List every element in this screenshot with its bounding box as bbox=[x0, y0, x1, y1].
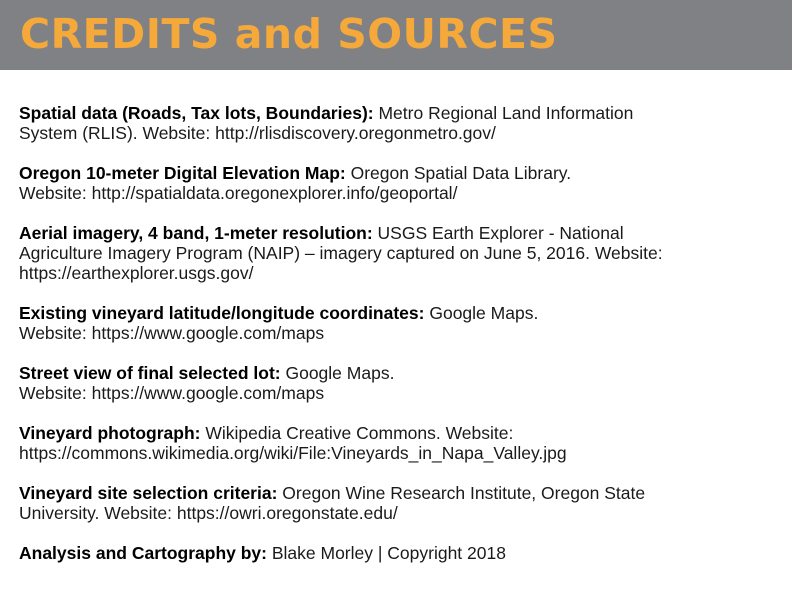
credit-source: Oregon Wine Research Institute, Oregon State bbox=[282, 483, 646, 503]
credit-elevation-map bbox=[19, 163, 719, 203]
credit-site-selection-criteria bbox=[19, 483, 719, 523]
credit-analysis-cartography bbox=[19, 543, 719, 563]
credit-source: Blake Morley | Copyright 2018 bbox=[271, 543, 506, 563]
credit-source-continued: Agriculture Imagery Program (NAIP) – imagery captured on June 5, 2016. Website: bbox=[19, 243, 663, 263]
credit-source-continued: Website: http://spatialdata.oregonexplorer.info/geoportal/ bbox=[19, 183, 458, 203]
credit-vineyard-photograph bbox=[19, 423, 719, 463]
credit-source: Google Maps. bbox=[285, 363, 395, 383]
credit-label: Existing vineyard latitude/longitude coordinates: bbox=[19, 303, 425, 323]
credit-label: Spatial data (Roads, Tax lots, Boundaries): bbox=[19, 103, 374, 123]
credit-source: Google Maps. bbox=[429, 303, 539, 323]
credit-aerial-imagery bbox=[19, 223, 719, 283]
credit-vineyard-coordinates bbox=[19, 303, 719, 343]
credit-source: Metro Regional Land Information bbox=[378, 103, 634, 123]
credit-label: Aerial imagery, 4 band, 1-meter resolution: bbox=[19, 223, 373, 243]
credit-source: Oregon Spatial Data Library. bbox=[350, 163, 572, 183]
credit-source-continued: System (RLIS). Website: http://rlisdiscovery.oregonmetro.gov/ bbox=[19, 123, 496, 143]
header-banner bbox=[0, 0, 792, 70]
credit-spatial-data bbox=[19, 103, 719, 143]
credit-source-continued: Website: https://www.google.com/maps bbox=[19, 323, 325, 343]
credit-source-continued: https://earthexplorer.usgs.gov/ bbox=[19, 263, 254, 283]
credit-label: Vineyard photograph: bbox=[19, 423, 201, 443]
credit-source-continued: https://commons.wikimedia.org/wiki/File:Vineyards_in_Napa_Valley.jpg bbox=[19, 443, 567, 463]
credit-source: Wikipedia Creative Commons. Website: bbox=[205, 423, 514, 443]
credit-label: Analysis and Cartography by: bbox=[19, 543, 267, 563]
credit-source-continued: University. Website: https://owri.oregonstate.edu/ bbox=[19, 503, 398, 523]
credit-source-continued: Website: https://www.google.com/maps bbox=[19, 383, 325, 403]
credit-label: Street view of final selected lot: bbox=[19, 363, 281, 383]
credit-label: Vineyard site selection criteria: bbox=[19, 483, 278, 503]
credit-label: Oregon 10-meter Digital Elevation Map: bbox=[19, 163, 346, 183]
credits-list bbox=[19, 103, 719, 583]
credit-street-view bbox=[19, 363, 719, 403]
credit-source: USGS Earth Explorer - National bbox=[377, 223, 624, 243]
page-title: CREDITS and SOURCES bbox=[20, 10, 558, 58]
